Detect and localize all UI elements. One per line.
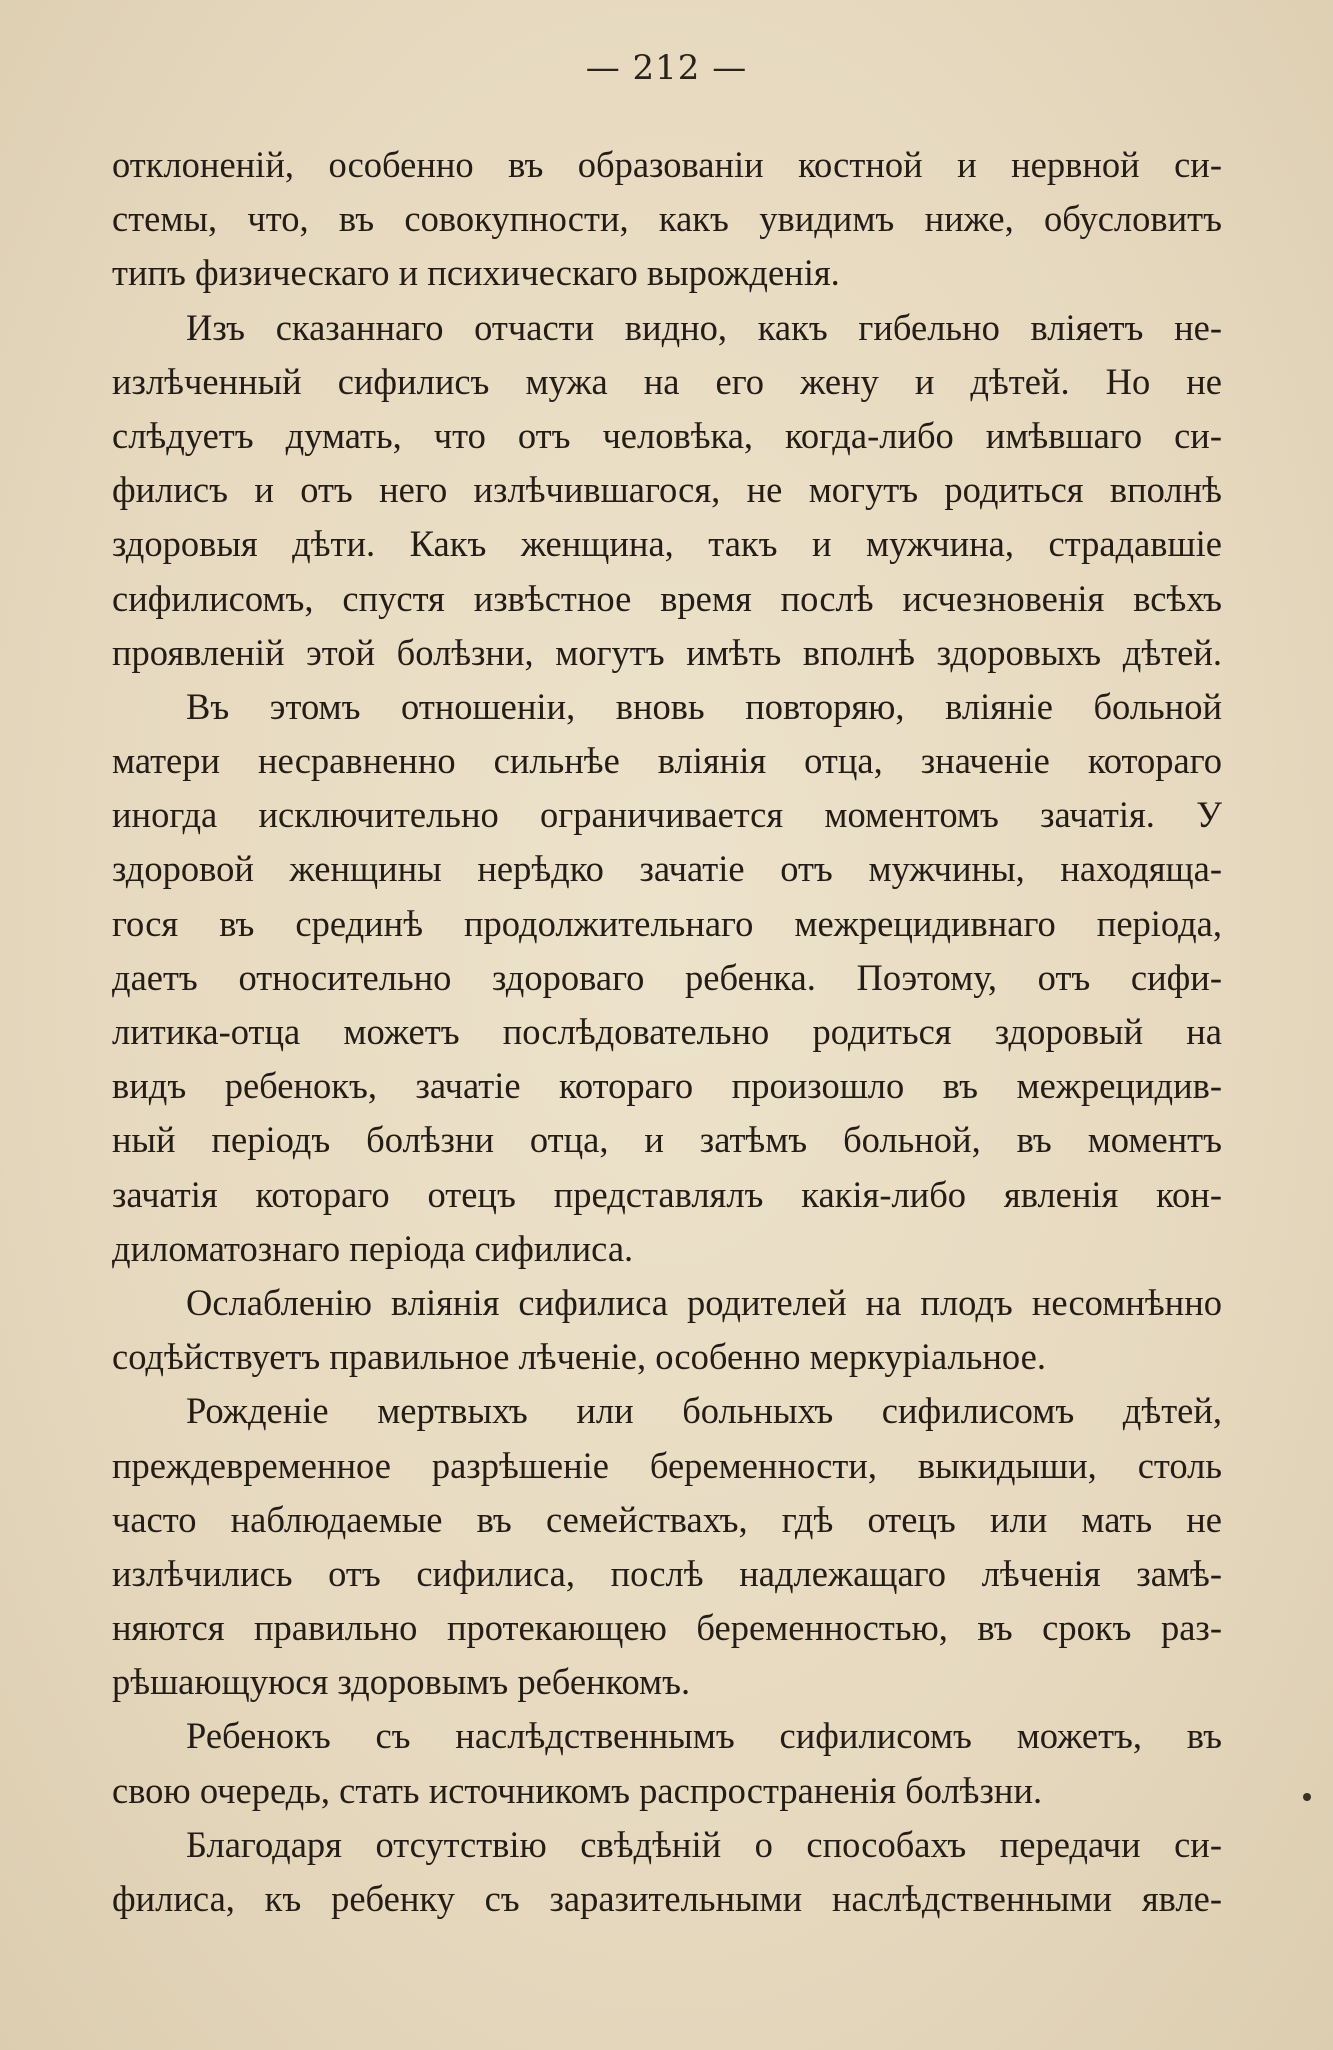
text-line: ный періодъ болѣзни отца, и затѣмъ больной, въ моментъ — [112, 1119, 1222, 1161]
text-line: Въ этомъ отношеніи, вновь повторяю, вліяніе больной — [186, 685, 1222, 727]
text-line: типъ физическаго и психическаго вырожденія. — [112, 252, 840, 294]
text-line: свою очередь, стать источникомъ распространенія болѣзни. — [112, 1769, 1043, 1811]
ink-speck — [1303, 1793, 1311, 1801]
text-line: Благодаря отсутствію свѣдѣній о способахъ передачи си- — [186, 1823, 1222, 1865]
text-line: излѣчились отъ сифилиса, послѣ надлежащаго лѣченія замѣ- — [112, 1552, 1222, 1594]
body-text — [112, 138, 1222, 1926]
text-line: видъ ребенокъ, зачатіе котораго произошло въ межрецидив- — [112, 1065, 1222, 1107]
text-line: Изъ сказаннаго отчасти видно, какъ гибельно вліяетъ не- — [186, 306, 1222, 348]
text-line: матери несравненно сильнѣе вліянія отца, значеніе котораго — [112, 740, 1222, 782]
text-line: Ребенокъ съ наслѣдственнымъ сифилисомъ можетъ, въ — [186, 1715, 1222, 1757]
text-line: часто наблюдаемые въ семействахъ, гдѣ отецъ или мать не — [112, 1498, 1222, 1540]
text-line: слѣдуетъ думать, что отъ человѣка, когда-либо имѣвшаго си- — [112, 414, 1222, 456]
text-line: даетъ относительно здороваго ребенка. Поэтому, отъ сифи- — [112, 956, 1222, 998]
text-line: здоровой женщины нерѣдко зачатіе отъ мужчины, находяща- — [112, 848, 1222, 890]
text-line: филисъ и отъ него излѣчившагося, не могутъ родиться вполнѣ — [112, 469, 1222, 511]
text-line: Ослабленію вліянія сифилиса родителей на плодъ несомнѣнно — [186, 1281, 1222, 1323]
text-line: излѣченный сифилисъ мужа на его жену и дѣтей. Но не — [112, 360, 1222, 402]
text-line: сифилисомъ, спустя извѣстное время послѣ исчезновенія всѣхъ — [112, 577, 1222, 619]
text-line: содѣйствуетъ правильное лѣченіе, особенно меркуріальное. — [112, 1336, 1046, 1378]
text-line: преждевременное разрѣшеніе беременности, выкидыши, столь — [112, 1444, 1222, 1486]
text-line: гося въ срединѣ продолжительнаго межрецидивнаго періода, — [112, 902, 1222, 944]
text-line: зачатія котораго отецъ представлялъ какія-либо явленія кон- — [112, 1173, 1222, 1215]
text-line: литика-отца можетъ послѣдовательно родиться здоровый на — [112, 1011, 1222, 1052]
text-line: филиса, къ ребенку съ заразительными наслѣдственными явле- — [112, 1878, 1222, 1919]
text-line: здоровыя дѣти. Какъ женщина, такъ и мужчина, страдавшіе — [112, 523, 1222, 565]
text-line: диломатознаго періода сифилиса. — [112, 1227, 634, 1269]
text-line: няются правильно протекающею беременностью, въ срокъ раз- — [112, 1607, 1222, 1649]
text-line: рѣшающуюся здоровымъ ребенкомъ. — [112, 1661, 691, 1703]
page-number: — 212 — — [585, 48, 748, 88]
text-line: Рожденіе мертвыхъ или больныхъ сифилисомъ дѣтей, — [186, 1390, 1222, 1432]
text-line: стемы, что, въ совокупности, какъ увидимъ ниже, обусловитъ — [112, 198, 1222, 240]
text-line: иногда исключительно ограничивается моментомъ зачатія. У — [112, 794, 1222, 836]
text-line: отклоненій, особенно въ образованіи костной и нервной си- — [112, 144, 1222, 185]
text-line: проявленій этой болѣзни, могутъ имѣть вполнѣ здоровыхъ дѣтей. — [112, 631, 1222, 673]
